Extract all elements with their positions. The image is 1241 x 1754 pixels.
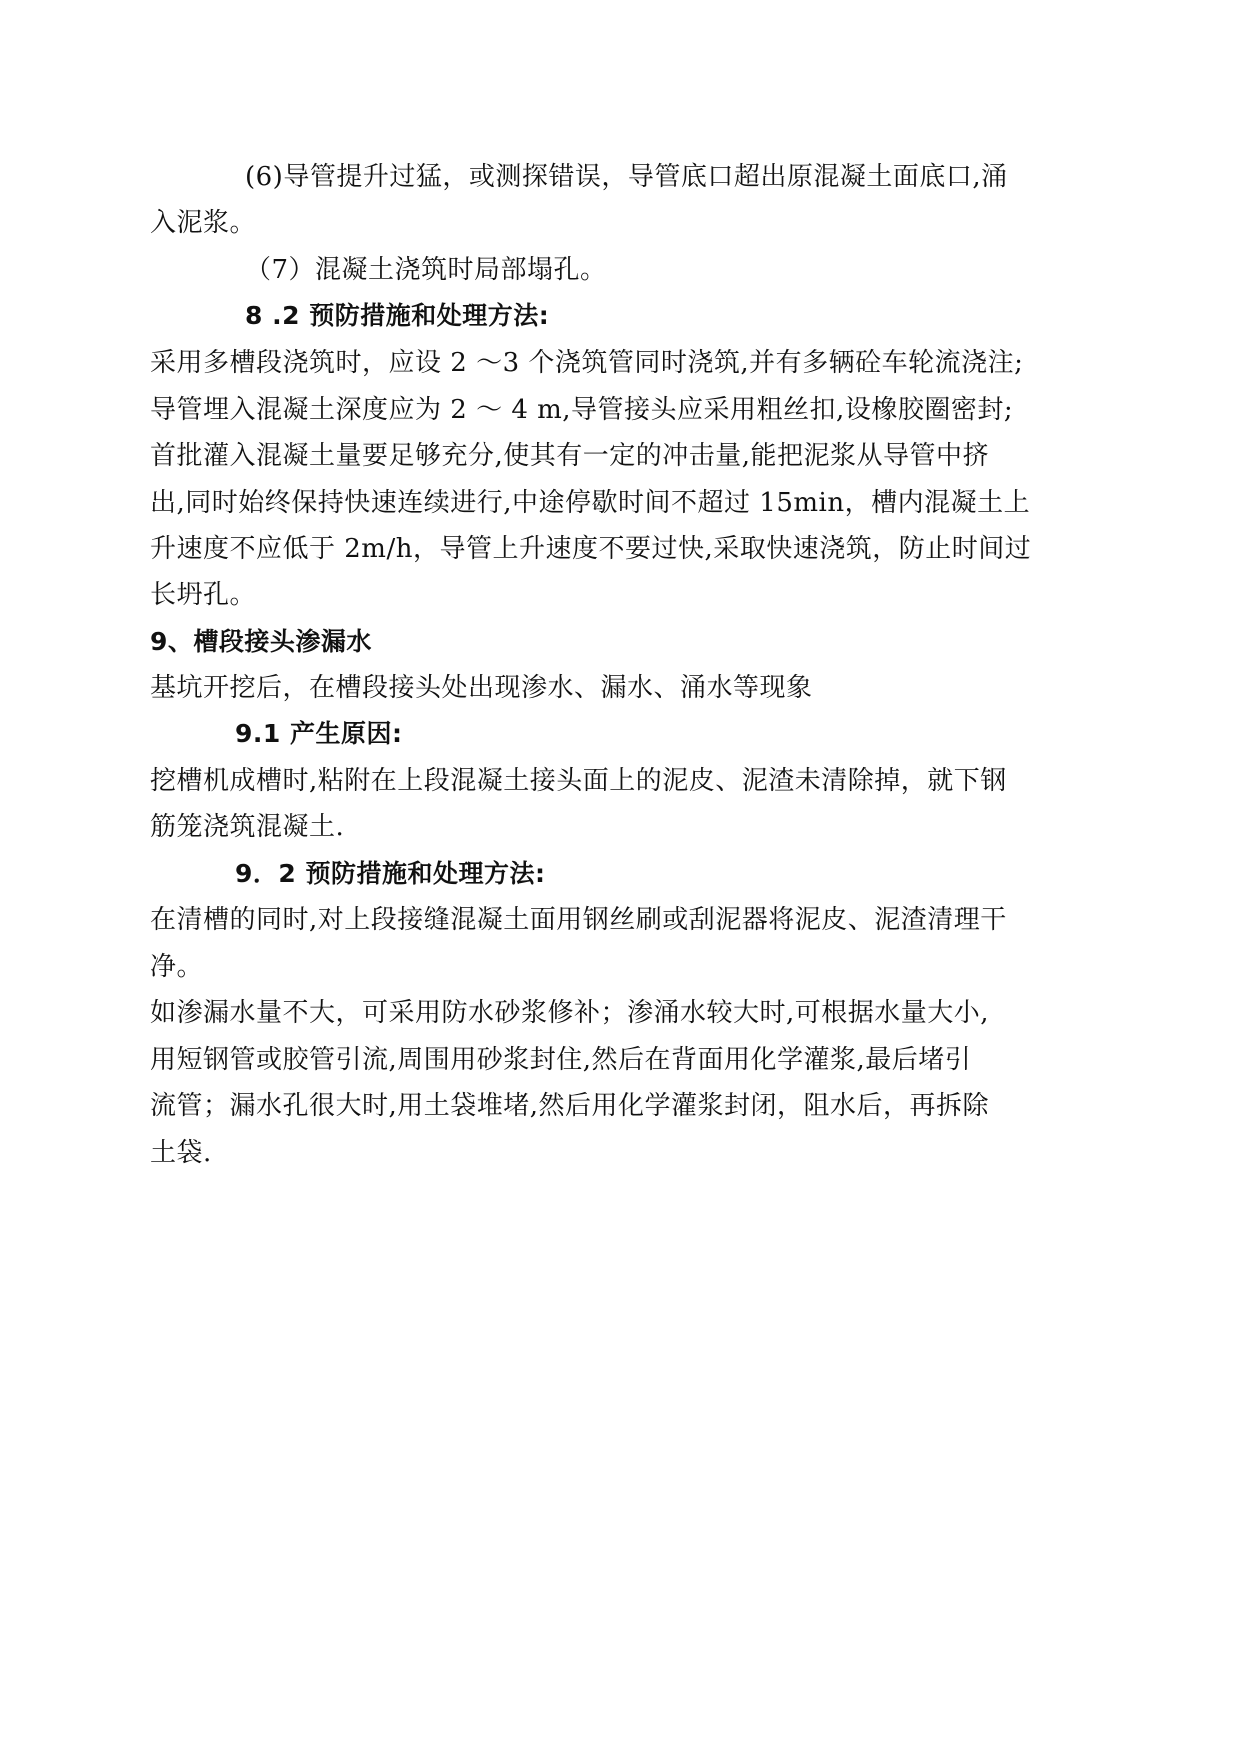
paragraph-line: 净。 (150, 952, 204, 982)
paragraph-line: 入泥浆。 (150, 208, 257, 238)
paragraph-line: 出,同时始终保持快速连续进行,中途停歇时间不超过 15min，槽内混凝土上 (150, 488, 1031, 518)
section-heading: 9．2 预防措施和处理方法: (235, 859, 546, 888)
paragraph-line: 长坍孔。 (150, 580, 257, 610)
section-heading: 9、槽段接头渗漏水 (150, 627, 372, 656)
section-heading: 8 .2 预防措施和处理方法: (245, 301, 550, 330)
paragraph-line: 首批灌入混凝土量要足够充分,使其有一定的冲击量,能把泥浆从导管中挤 (150, 441, 990, 471)
paragraph-line: 采用多槽段浇筑时，应设 2 ～3 个浇筑管同时浇筑,并有多辆砼车轮流浇注; (150, 348, 1024, 378)
paragraph-line: （7）混凝土浇筑时局部塌孔。 (245, 255, 607, 285)
paragraph-line: 导管埋入混凝土深度应为 2 ～ 4 m,导管接头应采用粗丝扣,设橡胶圈密封; (150, 395, 1014, 425)
paragraph-line: 流管；漏水孔很大时,用土袋堆堵,然后用化学灌浆封闭，阻水后，再拆除 (150, 1091, 990, 1121)
paragraph-line: 在清槽的同时,对上段接缝混凝土面用钢丝刷或刮泥器将泥皮、泥渣清理干 (150, 905, 1007, 935)
section-heading: 9.1 产生原因: (235, 719, 403, 748)
paragraph-line: 基坑开挖后，在槽段接头处出现渗水、漏水、涌水等现象 (150, 673, 813, 703)
paragraph-line: 升速度不应低于 2m/h，导管上升速度不要过快,采取快速浇筑，防止时间过 (150, 534, 1032, 564)
paragraph-line: 筋笼浇筑混凝土. (150, 812, 345, 842)
paragraph-line: 如渗漏水量不大，可采用防水砂浆修补；渗涌水较大时,可根据水量大小, (150, 998, 990, 1028)
paragraph-line: 挖槽机成槽时,粘附在上段混凝土接头面上的泥皮、泥渣未清除掉，就下钢 (150, 766, 1007, 796)
paragraph-line: 土袋. (150, 1138, 212, 1168)
paragraph-line: 用短钢管或胶管引流,周围用砂浆封住,然后在背面用化学灌浆,最后堵引 (150, 1045, 972, 1075)
paragraph-line: (6)导管提升过猛，或测探错误，导管底口超出原混凝土面底口,涌 (245, 162, 1008, 192)
